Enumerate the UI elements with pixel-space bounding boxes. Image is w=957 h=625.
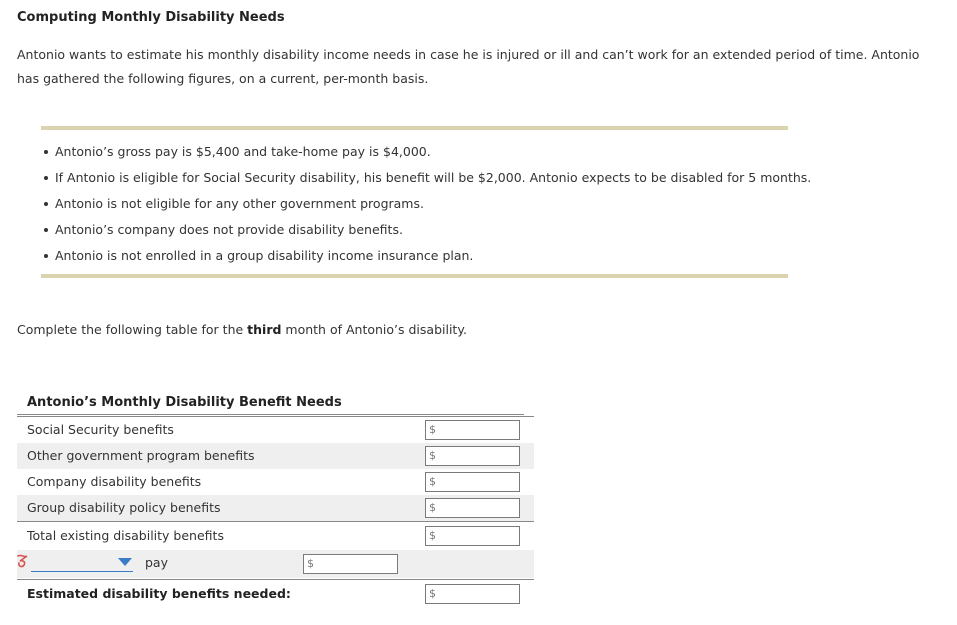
estimate-label: Estimated disability benefits needed: (27, 586, 291, 601)
fact-item: Antonio’s company does not provide disability benefits. (41, 217, 811, 243)
currency-symbol: $ (307, 557, 314, 570)
instruction-after: month of Antonio’s disability. (281, 322, 467, 337)
group-policy-input[interactable] (425, 498, 520, 518)
row-label: Group disability policy benefits (27, 500, 221, 515)
fact-item: Antonio’s gross pay is $5,400 and take-home pay is $4,000. (41, 139, 811, 165)
currency-symbol: $ (429, 449, 436, 462)
company-disability-input[interactable] (425, 472, 520, 492)
fact-item: Antonio is not enrolled in a group disability income insurance plan. (41, 243, 811, 269)
flag-icon (16, 554, 28, 570)
table-row-company (17, 469, 534, 495)
currency-symbol: $ (429, 501, 436, 514)
row-label: Company disability benefits (27, 474, 202, 489)
table-row-group-policy (17, 495, 534, 521)
fact-item: If Antonio is eligible for Social Security disability, his benefit will be $2,000. Antonio expects to be disabled for 5 months. (41, 165, 811, 191)
row-label: Other government program benefits (27, 448, 255, 463)
fact-item: Antonio is not eligible for any other government programs. (41, 191, 811, 217)
page-title: Computing Monthly Disability Needs (17, 10, 285, 25)
instruction (17, 322, 467, 337)
benefit-needs-table (17, 392, 534, 608)
table-row-pay (17, 550, 534, 578)
currency-symbol: $ (429, 423, 436, 436)
dropdown-arrow-icon (118, 558, 132, 566)
row-label: Total existing disability benefits (27, 528, 224, 543)
pay-amount-input[interactable] (303, 554, 398, 574)
total-existing-input[interactable] (425, 526, 520, 546)
table-heading: Antonio’s Monthly Disability Benefit Needs (17, 392, 524, 415)
instruction-before: Complete the following table for the (17, 322, 248, 337)
currency-symbol: $ (429, 529, 436, 542)
estimated-needed-input[interactable] (425, 584, 520, 604)
currency-symbol: $ (429, 587, 436, 600)
table-row-total (17, 521, 534, 550)
social-security-input[interactable] (425, 420, 520, 440)
pay-label: pay (145, 555, 168, 570)
row-label: Social Security benefits (27, 422, 174, 437)
instruction-emphasis: third (247, 322, 282, 337)
facts-list (41, 139, 811, 269)
table-row-social-security (17, 417, 534, 443)
table-row-estimate (17, 579, 534, 608)
facts-box (41, 126, 812, 278)
other-government-input[interactable] (425, 446, 520, 466)
intro-paragraph: Antonio wants to estimate his monthly disability income needs in case he is injured or ill and can’t work for an extended period of time. Antonio has gathered the following figures, on a current, per-month basis. (17, 47, 920, 86)
pay-type-dropdown[interactable] (31, 552, 133, 572)
currency-symbol: $ (429, 475, 436, 488)
table-row-other-government (17, 443, 534, 469)
